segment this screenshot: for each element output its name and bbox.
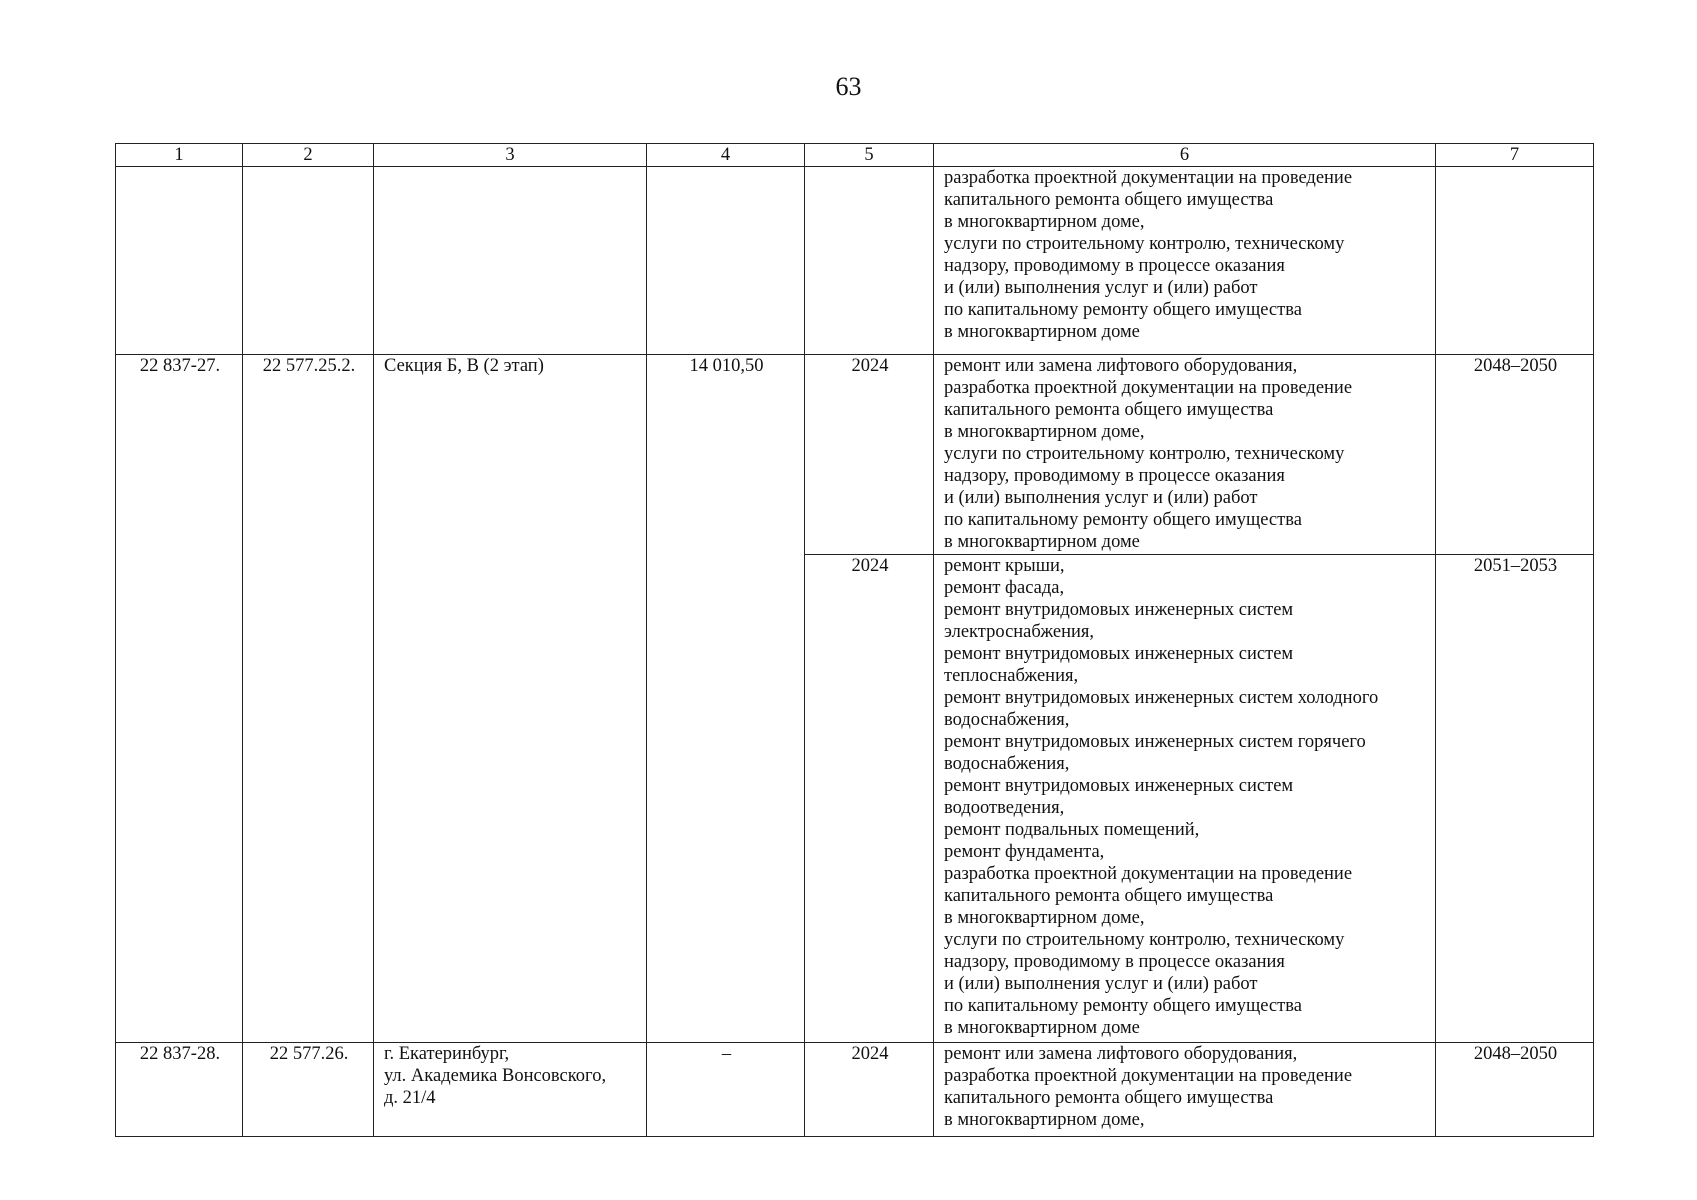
entry-27-number: 22 837-27.: [116, 355, 243, 1043]
column-number-row: [116, 144, 1594, 167]
work-line: ремонт внутридомовых инженерных систем: [944, 600, 1294, 620]
work-line: по капитальному ремонту общего имущества: [944, 996, 1302, 1016]
continuation-col1: [116, 167, 243, 355]
work-line: и (или) выполнения услуг и (или) работ: [944, 974, 1258, 994]
work-line: ремонт внутридомовых инженерных систем холодного: [944, 688, 1379, 708]
work-line: услуги по строительному контролю, техническому: [944, 234, 1345, 254]
work-line: ремонт или замена лифтового оборудования,: [944, 1044, 1298, 1064]
work-line: услуги по строительному контролю, техническому: [944, 444, 1345, 464]
address-line: д. 21/4: [384, 1088, 436, 1108]
work-line: ремонт внутридомовых инженерных систем: [944, 644, 1294, 664]
continuation-col7: [1436, 167, 1594, 355]
work-line: теплоснабжения,: [944, 666, 1079, 686]
entry-28-address: [374, 1043, 647, 1137]
header-cell-3: 3: [374, 144, 647, 167]
work-line: капитального ремонта общего имущества: [944, 400, 1274, 420]
entry-27-area: 14 010,50: [647, 355, 805, 1043]
work-line: в многоквартирном доме,: [944, 908, 1145, 928]
entry-28-area: –: [647, 1043, 805, 1137]
header-cell-1: 1: [116, 144, 243, 167]
work-line: электроснабжения,: [944, 622, 1095, 642]
entry-27-row-a: [116, 355, 1594, 555]
work-line: капитального ремонта общего имущества: [944, 1088, 1274, 1108]
work-line: надзору, проводимому в процессе оказания: [944, 256, 1285, 276]
capital-repair-table: [115, 143, 1594, 1137]
continuation-col2: [243, 167, 374, 355]
work-line: разработка проектной документации на проведение: [944, 168, 1353, 188]
work-line: услуги по строительному контролю, техническому: [944, 930, 1345, 950]
entry-27-code: 22 577.25.2.: [243, 355, 374, 1043]
work-line: в многоквартирном доме,: [944, 1110, 1145, 1130]
work-line: в многоквартирном доме: [944, 322, 1140, 342]
continuation-row: [116, 167, 1594, 355]
work-line: ремонт или замена лифтового оборудования,: [944, 356, 1298, 376]
entry-28-row: [116, 1043, 1594, 1137]
work-line: надзору, проводимому в процессе оказания: [944, 466, 1285, 486]
work-line: ремонт внутридомовых инженерных систем: [944, 776, 1294, 796]
work-line: и (или) выполнения услуг и (или) работ: [944, 278, 1258, 298]
entry-28-period: 2048–2050: [1436, 1043, 1594, 1137]
entry-27-year-b: 2024: [805, 555, 934, 1043]
entry-27-period-a: 2048–2050: [1436, 355, 1594, 555]
continuation-col3: [374, 167, 647, 355]
address-line: ул. Академика Вонсовского,: [384, 1066, 607, 1086]
work-line: в многоквартирном доме: [944, 1018, 1140, 1038]
entry-27-period-b: 2051–2053: [1436, 555, 1594, 1043]
entry-28-work-list: [934, 1043, 1436, 1137]
work-line: разработка проектной документации на проведение: [944, 864, 1353, 884]
work-line: капитального ремонта общего имущества: [944, 886, 1274, 906]
work-line: и (или) выполнения услуг и (или) работ: [944, 488, 1258, 508]
entry-27-work-list-b: [934, 555, 1436, 1043]
continuation-col5: [805, 167, 934, 355]
header-cell-5: 5: [805, 144, 934, 167]
entry-27-address: Секция Б, В (2 этап): [374, 355, 647, 1043]
header-cell-2: 2: [243, 144, 374, 167]
work-line: ремонт крыши,: [944, 556, 1065, 576]
address-line: г. Екатеринбург,: [384, 1044, 510, 1064]
work-line: капитального ремонта общего имущества: [944, 190, 1274, 210]
entry-28-code: 22 577.26.: [243, 1043, 374, 1137]
work-line: ремонт подвальных помещений,: [944, 820, 1200, 840]
work-line: надзору, проводимому в процессе оказания: [944, 952, 1285, 972]
header-cell-7: 7: [1436, 144, 1594, 167]
work-line: по капитальному ремонту общего имущества: [944, 510, 1302, 530]
entry-27-year-a: 2024: [805, 355, 934, 555]
work-line: в многоквартирном доме,: [944, 422, 1145, 442]
continuation-col4: [647, 167, 805, 355]
work-line: водоснабжения,: [944, 754, 1070, 774]
header-cell-4: 4: [647, 144, 805, 167]
continuation-work-list: [934, 167, 1436, 355]
work-line: в многоквартирном доме: [944, 532, 1140, 552]
work-line: водоснабжения,: [944, 710, 1070, 730]
work-line: в многоквартирном доме,: [944, 212, 1145, 232]
work-line: по капитальному ремонту общего имущества: [944, 300, 1302, 320]
work-line: ремонт внутридомовых инженерных систем горячего: [944, 732, 1366, 752]
entry-28-number: 22 837-28.: [116, 1043, 243, 1137]
page-number: 63: [835, 72, 862, 101]
entry-27-work-list-a: [934, 355, 1436, 555]
entry-28-year: 2024: [805, 1043, 934, 1137]
work-line: ремонт фундамента,: [944, 842, 1105, 862]
work-line: ремонт фасада,: [944, 578, 1065, 598]
work-line: разработка проектной документации на проведение: [944, 378, 1353, 398]
header-cell-6: 6: [934, 144, 1436, 167]
work-line: водоотведения,: [944, 798, 1065, 818]
work-line: разработка проектной документации на проведение: [944, 1066, 1353, 1086]
